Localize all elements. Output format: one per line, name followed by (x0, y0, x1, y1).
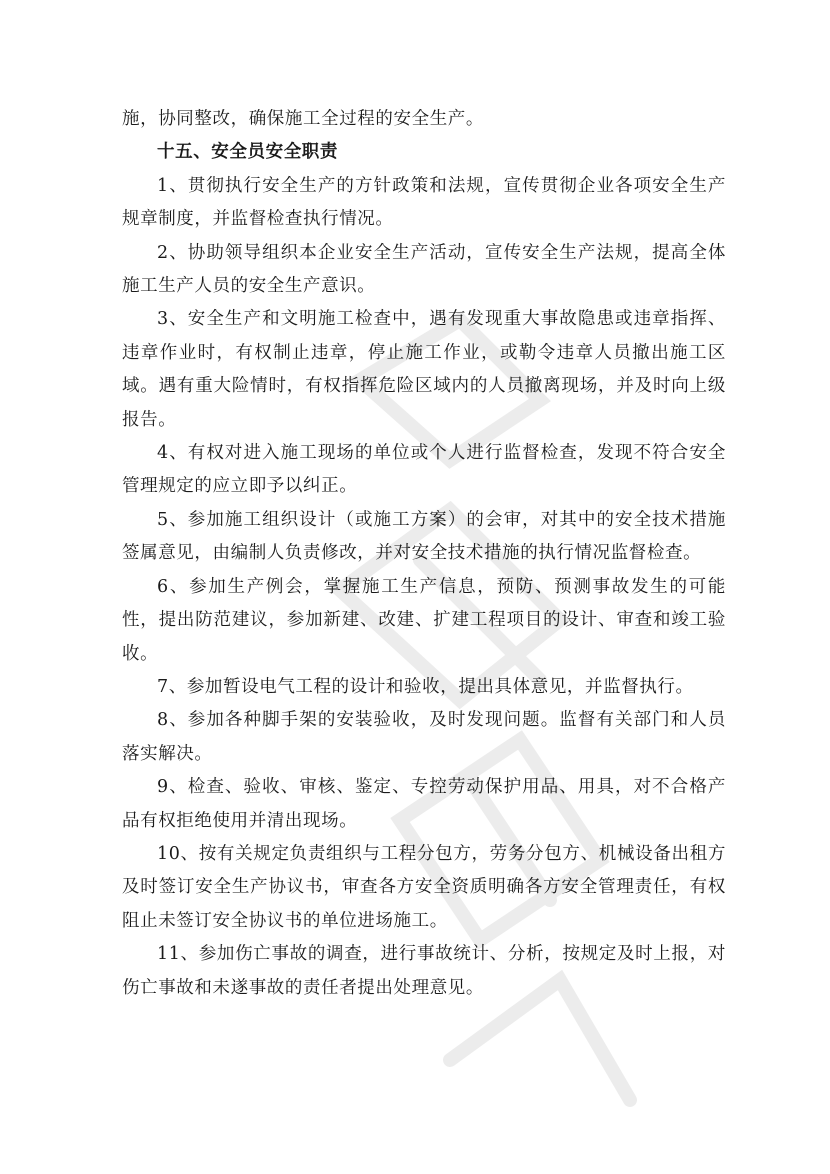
paragraph-4: 4、有权对进入施工现场的单位或个人进行监督检查，发现不符合安全管理规定的应立即予以纠正。 (122, 443, 726, 497)
paragraph-7: 7、参加暂设电气工程的设计和验收，提出具体意见，并监督执行。 (157, 676, 694, 697)
paragraph-6: 6、参加生产例会，掌握施工生产信息，预防、预测事故发生的可能性，提出防范建议，参加新建、改建、扩建工程项目的设计、审查和竣工验收。 (122, 576, 726, 664)
paragraph-1: 1、贯彻执行安全生产的方针政策和法规，宣传贯彻企业各项安全生产规章制度，并监督检查执行情况。 (122, 175, 726, 230)
paragraph-5: 5、参加施工组织设计（或施工方案）的会审，对其中的安全技术措施签属意见，由编制人负责修改，并对安全技术措施的执行情况监督检查。 (122, 509, 726, 564)
paragraph-11: 11、参加伤亡事故的调查，进行事故统计、分析，按规定及时上报，对伤亡事故和未遂事故的责任者提出处理意见。 (122, 944, 726, 998)
paragraph-3: 3、安全生产和文明施工检查中，遇有发现重大事故隐患或违章指挥、违章作业时，有权制止违章，停止施工作业，或勒令违章人员撤出施工区域。遇有重大险情时，有权指挥危险区域内的人员撤离现场，并及时向上级报告。 (122, 309, 726, 430)
paragraph-8: 8、参加各种脚手架的安装验收，及时发现问题。监督有关部门和人员落实解决。 (122, 710, 726, 764)
continuation-line: 施，协同整改，确保施工全过程的安全生产。 (122, 109, 484, 129)
paragraph-2: 2、协助领导组织本企业安全生产活动，宣传安全生产法规，提高全体施工生产人员的安全生产意识。 (122, 242, 726, 297)
paragraph-9: 9、检查、验收、审核、鉴定、专控劳动保护用品、用具，对不合格产品有权拒绝使用并清出现场。 (122, 777, 726, 831)
section-heading: 十五、安全员安全职责 (157, 142, 338, 163)
paragraph-10: 10、按有关规定负责组织与工程分包方，劳务分包方、机械设备出租方及时签订安全生产协议书，审查各方安全资质明确各方安全管理责任，有权阻止未签订安全协议书的单位进场施工。 (122, 843, 726, 931)
document-body (122, 103, 726, 1005)
